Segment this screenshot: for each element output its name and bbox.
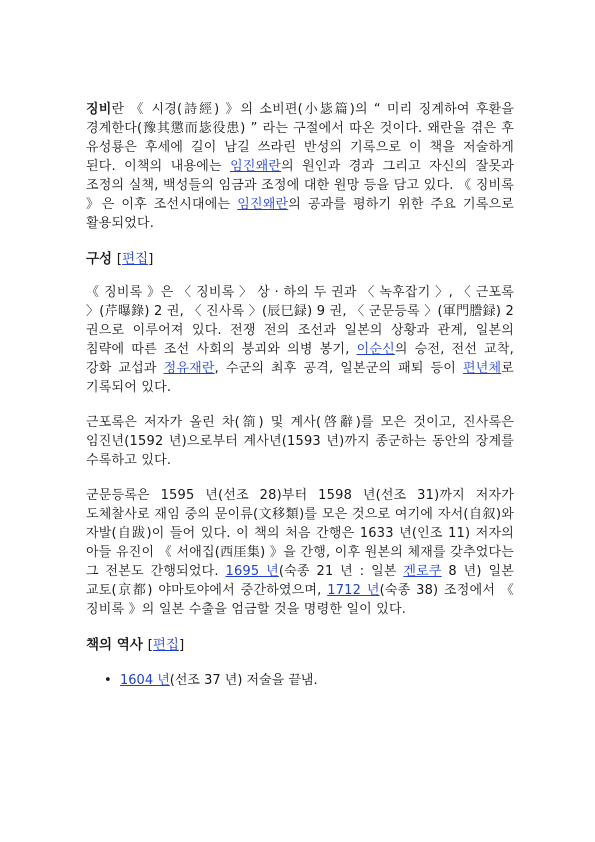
edit-bracket-close: ] <box>178 637 185 653</box>
link-year-1712[interactable]: 1712 년 <box>327 583 380 598</box>
composition-p3-text-2: (숙종 21 년 : 일본 <box>278 564 404 579</box>
intro-text-3: 의 공과를 평하기 위한 주요 기록으로 활용되었다. <box>86 197 514 231</box>
link-year-1695[interactable]: 1695 년 <box>225 564 279 579</box>
composition-paragraph-1 <box>86 283 514 397</box>
section-heading-history <box>86 635 514 655</box>
section-heading-composition <box>86 249 514 269</box>
edit-bracket-close: ] <box>148 251 154 267</box>
intro-term: 징비 <box>86 102 112 117</box>
history-item-text: (선조 37 년) 저술을 끝냄. <box>169 673 318 688</box>
section-title-history: 책의 역사 <box>86 637 143 653</box>
link-imjin-war-2[interactable]: 임진왜란 <box>237 197 289 212</box>
composition-p3-text-4: (숙종 38) 조정에서 《 징비록 》의 일본 수출을 엄금할 것을 명령한 일이 있다. <box>86 583 515 617</box>
intro-text-2: 의 원인과 경과 그리고 자신의 잘못과 조정의 실책, 백성들의 임금과 조정에 대한 원망 등을 담고 있다. 《 징비록 》은 이후 조선시대에는 <box>86 159 514 212</box>
link-annals-style[interactable]: 편년체 <box>462 361 502 376</box>
composition-p3-text-3: 8 년) 일본 교토(京都) 야마토야에서 중간하였으며, <box>86 564 514 598</box>
section-title-composition: 구성 <box>86 251 113 267</box>
link-year-1604[interactable]: 1604 년 <box>120 673 170 688</box>
link-jeongyu-war[interactable]: 정유재란 <box>163 361 215 376</box>
link-yi-sun-sin[interactable]: 이순신 <box>356 342 395 357</box>
composition-p1-text-2: 의 승전, 전선 교착, 강화 교섭과 <box>86 342 515 376</box>
composition-p1-text-4: 로 기록되어 있다. <box>86 361 514 395</box>
intro-text-1: 란 《 시경(詩經) 》의 소비편(小毖篇)의 “ 미리 징계하여 후환을 경계한다(豫其懲而毖役患) ” 라는 구절에서 따온 것이다. 왜란을 겪은 후 유성룡은 후세에 길이 남길 쓰라린 반성의 기록으로 이 책을 저술하게 된다. 이책의 내용에는 <box>86 102 514 174</box>
intro-paragraph <box>86 100 514 233</box>
history-list <box>86 671 514 690</box>
edit-bracket-open: [ <box>147 637 153 653</box>
edit-link-history[interactable]: 편집 <box>152 637 179 653</box>
composition-p1-text-1: 《 징비록 》은 〈 징비록 〉 상 · 하의 두 권과 〈 녹후잡기 〉, 〈 근포록 〉(芹曝錄) 2 권, 〈 진사록 〉(辰巳録) 9 권, 〈 군문등록 〉(軍門謄録) 2 권으로 이루어져 있다. 전쟁 전의 조선과 일본의 상황과 관계, 일본의 침략에 따른 조선 사회의 붕괴와 의병 봉기, <box>86 285 514 357</box>
composition-p3-text-1: 군문등록은 1595 년(선조 28)부터 1598 년(선조 31)까지 저자가 도체찰사로 재임 중의 문이류(文移類)를 모은 것으로 여기에 자서(自叙)와 자발(自跋)이 들어 있다. 이 책의 처음 간행은 1633 년(인조 11) 저자의 아들 유진이 《 서애집(西厓集) 》을 간행, 이후 원본의 체재를 갖추었다는 그 전본도 간행되었다. <box>86 488 514 579</box>
document-page <box>86 100 514 690</box>
link-imjin-war-1[interactable]: 임진왜란 <box>230 159 282 174</box>
composition-paragraph-3 <box>86 486 514 619</box>
list-item <box>86 671 514 690</box>
edit-bracket-open: [ <box>116 251 123 267</box>
link-genroku[interactable]: 겐로쿠 <box>403 564 442 579</box>
composition-paragraph-2: 근포록은 저자가 올린 차(箚) 및 계사(啓辭)를 모은 것이고, 진사록은 임진년(1592 년)으로부터 계사년(1593 년)까지 종군하는 동안의 장계를 수록하고 있다. <box>86 415 514 468</box>
composition-p1-text-3: , 수군의 최후 공격, 일본군의 패퇴 등이 <box>214 361 463 376</box>
edit-link-composition[interactable]: 편집 <box>122 251 149 267</box>
bullet-icon: • <box>104 673 112 688</box>
